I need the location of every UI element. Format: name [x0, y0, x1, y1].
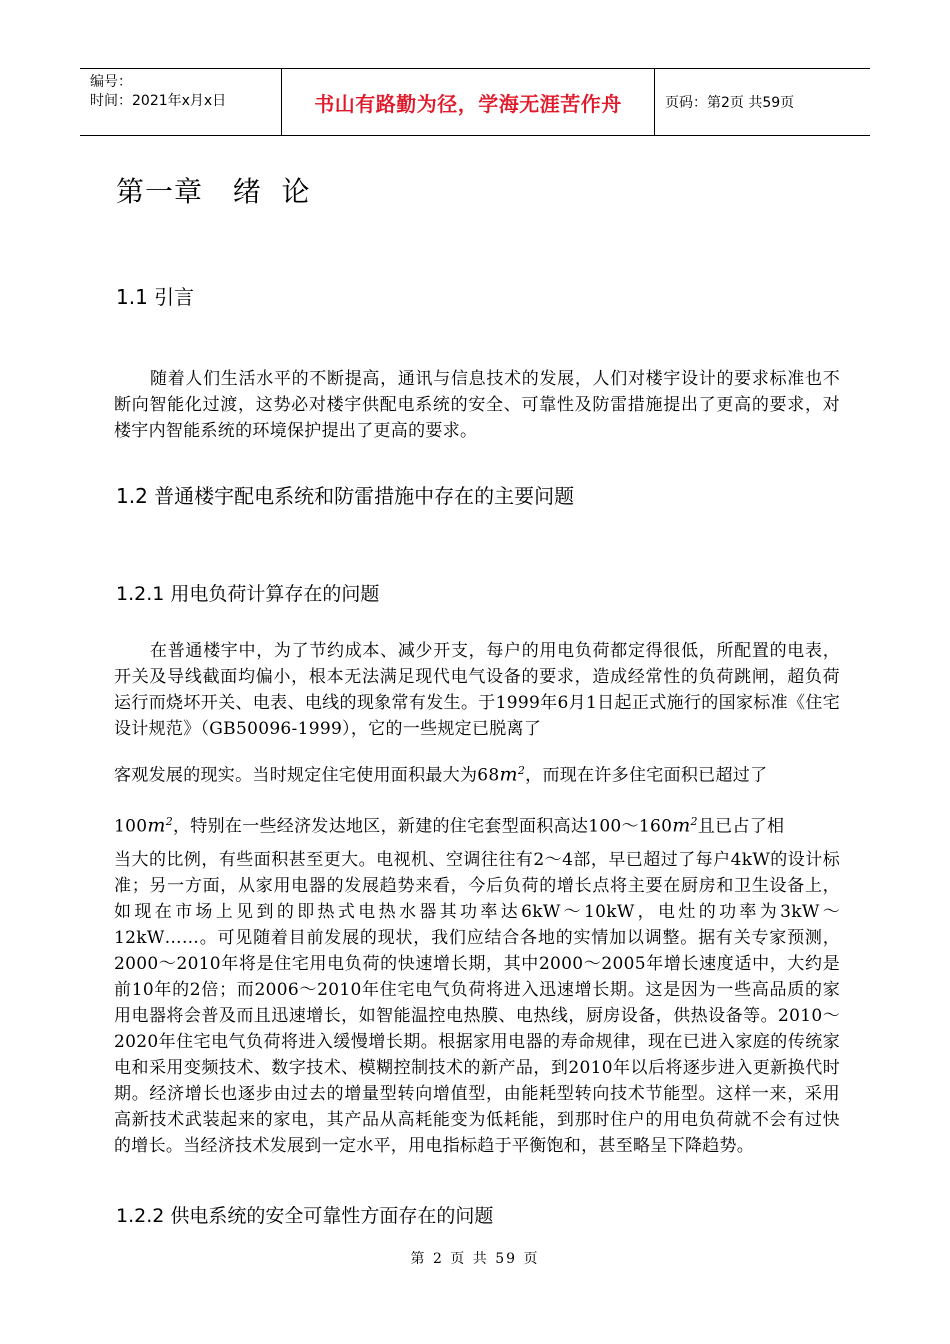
- section-heading-1-1: 1.1 引言: [116, 285, 195, 309]
- paragraph-load-line-b: [114, 750, 840, 797]
- paragraph-intro: 随着人们生活水平的不断提高，通讯与信息技术的发展，人们对楼宇设计的要求标准也不断向智能化过渡，这势必对楼宇供配电系统的安全、可靠性及防雷措施提出了更高的要求，对楼宇内智能系统的环境保护提出了更高的要求。: [114, 369, 840, 441]
- header-time: 时间：2021年x月x日: [90, 93, 227, 109]
- unit-exp-3: 2: [690, 814, 698, 828]
- unit-m-3: m: [672, 814, 691, 837]
- header-table: [80, 68, 870, 136]
- page-footer: 第 2 页 共 59 页: [410, 1251, 540, 1267]
- unit-exp-1: 2: [517, 764, 526, 777]
- paragraph-load-part-d: 100: [114, 816, 148, 837]
- section-heading-1-2-2: 1.2.2 供电系统的安全可靠性方面存在的问题: [116, 1205, 494, 1227]
- header-number: 编号：: [90, 74, 132, 90]
- unit-exp-2: 2: [165, 814, 173, 828]
- paragraph-load-part-c: ，而现在许多住宅面积已超过了: [525, 765, 768, 786]
- header-motto: 书山有路勤为径，学海无涯苦作舟: [282, 69, 655, 135]
- paragraph-load-line-d: [114, 801, 840, 848]
- paragraph-load-part-a: 在普通楼宇中，为了节约成本、减少开支，每户的用电负荷都定得很低，所配置的电表，开关及导线截面均偏小，根本无法满足现代电气设备的要求，造成经常性的负荷跳闸，超负荷运行而烧坏开关、电表、电线的现象常有发生。于1999年6月1日起正式施行的国家标准《住宅设计规范》（GB50096-1999），它的一些规定已脱离了: [114, 641, 840, 739]
- header-page-info: 页码：第2页 共59页: [665, 95, 795, 111]
- paragraph-load-part-g: 当大的比例，有些面积甚至更大。电视机、空调往往有2～4部，早已超过了每户4kW的设计标准；另一方面，从家用电器的发展趋势来看，今后负荷的增长点将主要在厨房和卫生设备上，如现在市场上见到的即热式电热水器其功率达6kW～10kW，电灶的功率为3kW～12kW……。可见随着目前发展的现状，我们应结合各地的实情加以调整。据有关专家预测，2000～2010年将是住宅用电负荷的快速增长期，其中2000～2005年增长速度适中，大约是前10年的2倍；而2006～2010年住宅电气负荷将进入迅速增长期。这是因为一些高品质的家用电器将会普及而且迅速增长，如智能温控电热膜、电热线，厨房设备，供热设备等。2010～2020年住宅电气负荷将进入缓慢增长期。根据家用电器的寿命规律，现在已进入家庭的传统家电和采用变频技术、数字技术、模糊控制技术的新产品，到2010年以后将逐步进入更新换代时期。经济增长也逐步由过去的增量型转向增值型，由能耗型转向技术节能型。这样一来，采用高新技术武装起来的家电，其产品从高耗能变为低耗能，到那时住户的用电负荷就不会有过快的增长。当经济技术发展到一定水平，用电指标趋于平衡饱和，甚至略呈下降趋势。: [114, 850, 840, 1157]
- unit-m-1: m: [499, 763, 518, 786]
- header-meta: [80, 69, 282, 135]
- paragraph-load: [114, 638, 840, 1159]
- section-heading-1-2-1: 1.2.1 用电负荷计算存在的问题: [116, 583, 380, 605]
- unit-m-2: m: [147, 814, 166, 837]
- paragraph-load-part-e: ，特别在一些经济发达地区，新建的住宅套型面积高达100～160: [173, 816, 673, 837]
- chapter-title: 第一章 绪 论: [116, 175, 311, 208]
- paragraph-load-part-f: 且已占了相: [697, 816, 785, 837]
- paragraph-load-part-b: 客观发展的现实。当时规定住宅使用面积最大为68: [114, 765, 500, 786]
- section-heading-1-2: 1.2 普通楼宇配电系统和防雷措施中存在的主要问题: [116, 484, 575, 508]
